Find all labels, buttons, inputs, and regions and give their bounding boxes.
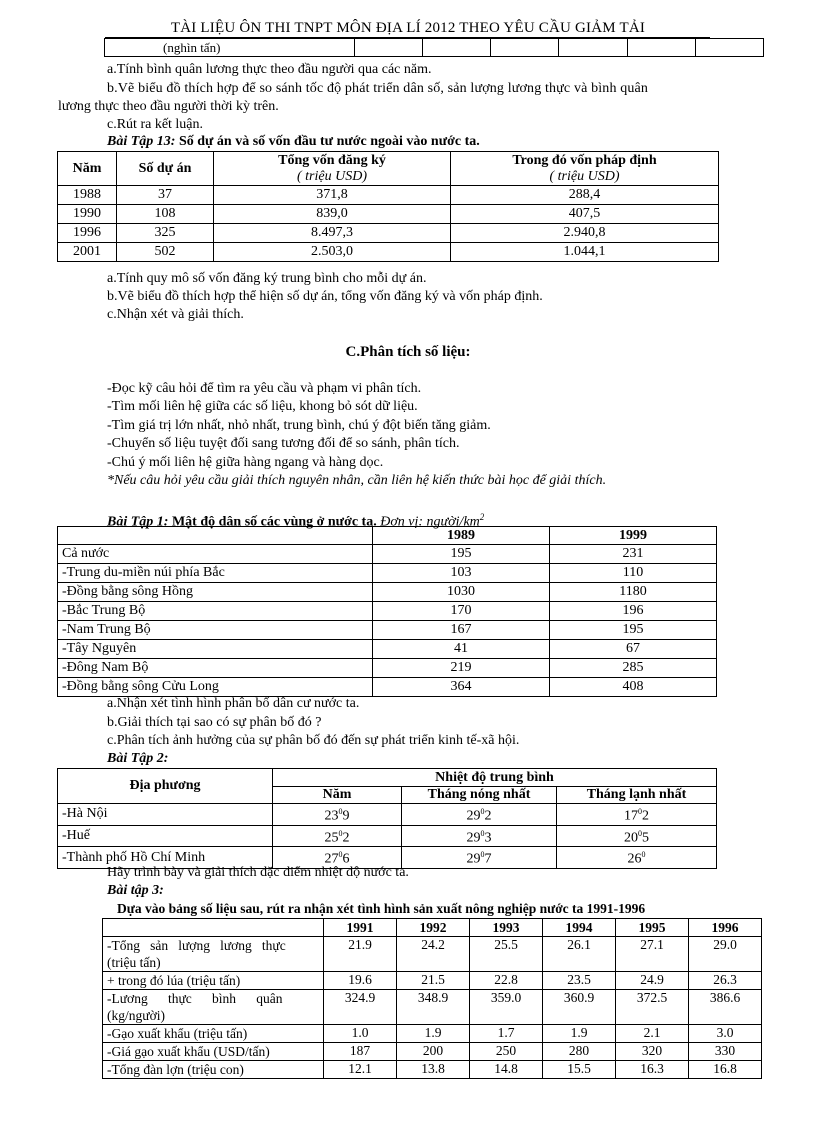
bt2-label: Bài Tập 2:	[107, 751, 169, 766]
bt1-q-a: a.Nhận xét tình hình phân bố dân cư nước ta.	[107, 696, 360, 711]
section-c-note: *Nếu câu hỏi yêu cầu giải thích nguyên nhân, cần liên hệ kiến thức bài học để giải thích.	[107, 473, 607, 488]
bt1-q-b: b.Giải thích tại sao có sự phân bố đó ?	[107, 715, 322, 730]
bt3-row-label: -Tổng sản lượng lương thực (triệu tấn)	[103, 937, 324, 972]
bt1-q-c: c.Phân tích ảnh hưởng của sự phân bố đó đến sự phát triển kinh tế-xã hội.	[107, 733, 520, 748]
bt2-cell: $23^09$	[273, 804, 402, 826]
bt13-legal-label: Trong đó vốn pháp định	[512, 152, 657, 168]
table-row	[103, 1043, 762, 1061]
table-row	[58, 205, 719, 224]
bt3-row-label: -Tổng đàn lợn (triệu con)	[103, 1061, 324, 1079]
table-row	[58, 243, 719, 262]
bt13-col-legal	[451, 152, 719, 186]
bt13-cell: 502	[117, 243, 214, 262]
bt13-cell: 108	[117, 205, 214, 224]
bt13-cell: 1996	[58, 224, 117, 243]
bt1-unit: Đơn vị: người/km	[376, 514, 480, 530]
table-row	[103, 937, 762, 972]
bt3-cell: 2.1	[616, 1025, 689, 1043]
bt3-row-label: -Giá gạo xuất khẩu (USD/tấn)	[103, 1043, 324, 1061]
section-c-item-3: -Tìm giá trị lớn nhất, nhỏ nhất, trung bình, chú ý đột biến tăng giảm.	[107, 418, 491, 433]
table-row	[58, 583, 717, 602]
table-row	[103, 1061, 762, 1079]
section-c-item-2: -Tìm mối liên hệ giữa các số liệu, khong bỏ sót dữ liệu.	[107, 399, 418, 414]
bt13-cell: 288,4	[451, 186, 719, 205]
bt13-label: Bài Tập 13:	[107, 134, 176, 149]
bt13-col-year: Năm	[58, 152, 117, 186]
bt1-region: -Đông Nam Bộ	[58, 659, 373, 678]
bt3-cell: 14.8	[470, 1061, 543, 1079]
section-c-item-1: -Đọc kỹ câu hỏi để tìm ra yêu cầu và phạm vi phân tích.	[107, 381, 422, 396]
bt1-region: -Trung du-miền núi phía Bắc	[58, 564, 373, 583]
bt3-cell: 25.5	[470, 937, 543, 972]
prev-task-b1: b.Vẽ biểu đồ thích hợp để so sánh tốc độ phát triển dân số, sản lượng lương thực và bình quân	[107, 81, 649, 96]
bt1-cell: 103	[373, 564, 550, 583]
bt13-cell: 1988	[58, 186, 117, 205]
bt3-cell: 359.0	[470, 990, 543, 1025]
bt3-cell: 21.5	[397, 972, 470, 990]
bt3-col-year: 1991	[324, 919, 397, 937]
bt1-region: -Tây Nguyên	[58, 640, 373, 659]
bt2-col-coldest: Tháng lạnh nhất	[557, 787, 717, 804]
prev-task-a: a.Tính bình quân lương thực theo đầu người qua các năm.	[107, 62, 432, 77]
bt3-cell: 29.0	[689, 937, 762, 972]
bt3-cell: 16.3	[616, 1061, 689, 1079]
bt2-cell: $17^02$	[557, 804, 717, 826]
prev-task-b2: lương thực theo đầu người thời kỳ trên.	[58, 99, 279, 114]
bt13-cell: 8.497,3	[214, 224, 451, 243]
table-row	[58, 640, 717, 659]
bt3-col-year: 1996	[689, 919, 762, 937]
bt1-col-1999: 1999	[550, 527, 717, 545]
bt2-cell: $27^06$	[273, 847, 402, 869]
bt3-row-label: -Lương thực bình quân (kg/người)	[103, 990, 324, 1025]
section-c-item-4: -Chuyển số liệu tuyệt đối sang tương đối để so sánh, phân tích.	[107, 436, 460, 451]
bt3-cell: 1.9	[543, 1025, 616, 1043]
top-partial-table	[104, 38, 764, 57]
bt1-region: -Đồng bằng sông Cửu Long	[58, 678, 373, 697]
bt3-col-label	[103, 919, 324, 937]
bt3-col-year: 1992	[397, 919, 470, 937]
bt3-label: Bài tập 3:	[107, 883, 164, 898]
bt3-row-label: -Gạo xuất khẩu (triệu tấn)	[103, 1025, 324, 1043]
bt2-cell: $29^03$	[402, 825, 557, 847]
bt13-col-projects: Số dự án	[117, 152, 214, 186]
bt13-heading	[107, 133, 480, 150]
bt1-cell: 67	[550, 640, 717, 659]
bt3-cell: 320	[616, 1043, 689, 1061]
bt1-title: Mật độ dân số các vùng ở nước ta.	[168, 514, 377, 530]
bt3-cell: 3.0	[689, 1025, 762, 1043]
bt1-cell: 1030	[373, 583, 550, 602]
bt2-col-hottest: Tháng nóng nhất	[402, 787, 557, 804]
bt3-title: Dựa vào bảng số liệu sau, rút ra nhận xét tình hình sản xuất nông nghiệp nước ta 1991-1996	[117, 901, 646, 916]
bt3-row-label: + trong đó lúa (triệu tấn)	[103, 972, 324, 990]
bt3-cell: 200	[397, 1043, 470, 1061]
bt1-col-region	[58, 527, 373, 545]
bt1-region: -Bắc Trung Bộ	[58, 602, 373, 621]
bt3-cell: 24.9	[616, 972, 689, 990]
bt2-cell: $20^05$	[557, 825, 717, 847]
bt3-table	[102, 918, 762, 1079]
bt1-cell: 1180	[550, 583, 717, 602]
bt1-region: -Nam Trung Bộ	[58, 621, 373, 640]
bt2-place: -Huế	[58, 825, 273, 847]
bt1-cell: 110	[550, 564, 717, 583]
table-row	[58, 545, 717, 564]
prev-task-c: c.Rút ra kết luận.	[107, 117, 204, 132]
bt3-cell: 280	[543, 1043, 616, 1061]
bt2-cell: $25^02$	[273, 825, 402, 847]
bt3-cell: 386.6	[689, 990, 762, 1025]
bt1-cell: 195	[550, 621, 717, 640]
bt1-cell: 170	[373, 602, 550, 621]
table-row	[58, 678, 717, 697]
bt3-cell: 27.1	[616, 937, 689, 972]
table-row	[103, 972, 762, 990]
bt1-cell: 285	[550, 659, 717, 678]
bt3-cell: 26.1	[543, 937, 616, 972]
bt1-cell: 195	[373, 545, 550, 564]
bt3-cell: 26.3	[689, 972, 762, 990]
bt2-place: -Hà Nội	[58, 804, 273, 826]
bt3-cell: 24.2	[397, 937, 470, 972]
bt3-cell: 13.8	[397, 1061, 470, 1079]
bt13-cell: 1.044,1	[451, 243, 719, 262]
table-row	[58, 564, 717, 583]
bt13-q-a: a.Tính quy mô số vốn đăng ký trung bình cho mỗi dự án.	[107, 271, 427, 286]
bt3-cell: 22.8	[470, 972, 543, 990]
bt13-cell: 1990	[58, 205, 117, 224]
bt13-q-c: c.Nhận xét và giải thích.	[107, 307, 244, 322]
bt13-cell: 839,0	[214, 205, 451, 224]
bt13-title: Số dự án và số vốn đầu tư nước ngoài vào nước ta.	[175, 134, 480, 149]
bt3-cell: 372.5	[616, 990, 689, 1025]
bt2-cell: $26^0$	[557, 847, 717, 869]
bt1-cell: 231	[550, 545, 717, 564]
bt1-label: Bài Tập 1:	[107, 514, 169, 530]
bt13-legal-unit: ( triệu USD)	[549, 168, 620, 184]
bt13-col-capital	[214, 152, 451, 186]
table-row	[58, 602, 717, 621]
bt1-cell: 219	[373, 659, 550, 678]
bt2-table	[57, 768, 717, 869]
table-row	[58, 224, 719, 243]
bt1-cell: 167	[373, 621, 550, 640]
bt3-cell: 16.8	[689, 1061, 762, 1079]
bt2-question: Hãy trình bày và giải thích đặc điểm nhiệt độ nước ta.	[107, 865, 409, 880]
bt1-cell: 196	[550, 602, 717, 621]
bt3-cell: 19.6	[324, 972, 397, 990]
bt2-col-year: Năm	[273, 787, 402, 804]
bt13-capital-unit: ( triệu USD)	[297, 168, 367, 184]
bt13-cell: 325	[117, 224, 214, 243]
bt3-cell: 15.5	[543, 1061, 616, 1079]
bt1-region: -Đồng bằng sông Hồng	[58, 583, 373, 602]
bt1-cell: 364	[373, 678, 550, 697]
bt2-cell: $29^07$	[402, 847, 557, 869]
bt3-cell: 1.9	[397, 1025, 470, 1043]
bt1-table	[57, 526, 717, 697]
bt1-cell: 408	[550, 678, 717, 697]
bt13-table	[57, 151, 719, 262]
bt3-cell: 23.5	[543, 972, 616, 990]
section-c-title: C.Phân tích số liệu:	[345, 344, 471, 360]
bt3-cell: 330	[689, 1043, 762, 1061]
section-c-item-5: -Chú ý mối liên hệ giữa hàng ngang và hàng dọc.	[107, 455, 384, 470]
bt3-col-year: 1994	[543, 919, 616, 937]
bt3-cell: 360.9	[543, 990, 616, 1025]
bt1-region: Cả nước	[58, 545, 373, 564]
bt13-cell: 371,8	[214, 186, 451, 205]
bt13-cell: 37	[117, 186, 214, 205]
page-header: TÀI LIỆU ÔN THI TNPT MÔN ĐỊA LÍ 2012 THEO YÊU CẦU GIẢM TẢI	[170, 20, 646, 36]
bt3-cell: 1.7	[470, 1025, 543, 1043]
table-row	[58, 659, 717, 678]
bt3-cell: 1.0	[324, 1025, 397, 1043]
bt2-col-place: Địa phương	[58, 769, 273, 804]
table-row	[103, 990, 762, 1025]
bt3-cell: 187	[324, 1043, 397, 1061]
bt2-cell: $29^02$	[402, 804, 557, 826]
table-row	[103, 1025, 762, 1043]
bt13-capital-label: Tổng vốn đăng ký	[278, 152, 386, 168]
bt3-cell: 250	[470, 1043, 543, 1061]
bt13-cell: 2001	[58, 243, 117, 262]
table-row	[58, 621, 717, 640]
bt13-q-b: b.Vẽ biểu đồ thích hợp thể hiện số dự án, tổng vốn đăng ký và vốn pháp định.	[107, 289, 543, 304]
bt1-unit-sup: 2	[479, 512, 485, 522]
bt3-col-year: 1995	[616, 919, 689, 937]
bt3-col-year: 1993	[470, 919, 543, 937]
bt3-cell: 12.1	[324, 1061, 397, 1079]
bt2-place: -Thành phố Hồ Chí Minh	[58, 847, 273, 869]
bt1-col-1989: 1989	[373, 527, 550, 545]
table-row	[58, 186, 719, 205]
bt1-cell: 41	[373, 640, 550, 659]
bt13-cell: 407,5	[451, 205, 719, 224]
table-row	[58, 804, 717, 826]
bt3-cell: 348.9	[397, 990, 470, 1025]
bt3-cell: 21.9	[324, 937, 397, 972]
top-row-label: (nghìn tấn)	[105, 39, 355, 57]
bt13-cell: 2.940,8	[451, 224, 719, 243]
bt13-cell: 2.503,0	[214, 243, 451, 262]
table-row	[58, 825, 717, 847]
bt3-cell: 324.9	[324, 990, 397, 1025]
bt2-col-group: Nhiệt độ trung bình	[273, 769, 717, 787]
